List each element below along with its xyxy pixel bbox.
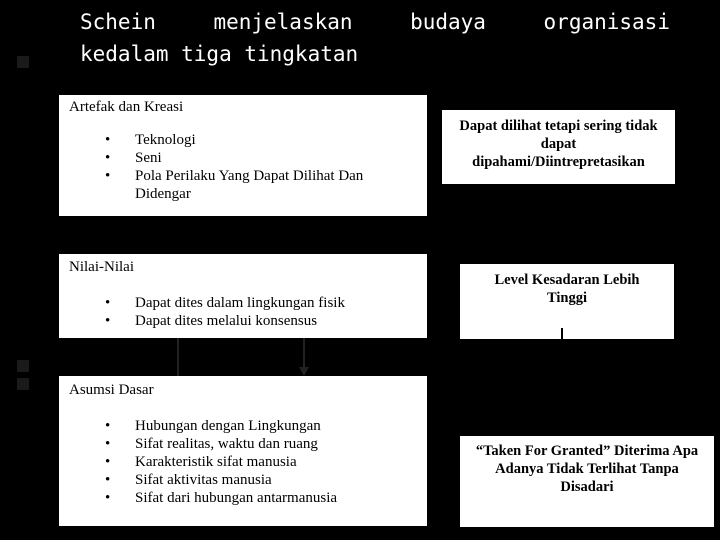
list-item: • Sifat realitas, waktu dan ruang [69, 435, 417, 453]
list-item: • Hubungan dengan Lingkungan [69, 417, 417, 435]
bullet-list [69, 294, 417, 330]
values-box [59, 254, 427, 338]
left-decoration-bar [0, 0, 30, 540]
list-item: • Seni [69, 149, 417, 167]
title-word: Schein [80, 10, 156, 34]
list-item: • Karakteristik sifat manusia [69, 453, 417, 471]
list-item: • Pola Perilaku Yang Dapat Dilihat Dan Didengar [69, 167, 417, 203]
side-note-text: Dapat dilihat tetapi sering tidak dapat dipahami/Diintrepretasikan [459, 118, 658, 170]
title-word: budaya [410, 10, 486, 34]
arrow-down-icon [557, 400, 567, 409]
side-note-visible [442, 110, 675, 184]
basic-assumptions-box [59, 376, 427, 526]
title-word: menjelaskan [213, 10, 353, 34]
artifacts-box [59, 95, 427, 216]
box-heading: Artefak dan Kreasi [69, 99, 184, 115]
title-line-2: kedalam tiga tingkatan [80, 42, 359, 66]
list-item: • Dapat dites melalui konsensus [69, 312, 417, 330]
arrow-down-icon [299, 367, 309, 376]
list-item: • Teknologi [69, 131, 417, 149]
side-note-text: Level Kesadaran Lebih Tinggi [494, 272, 640, 306]
bullet-list [69, 131, 417, 203]
slide-title [80, 6, 670, 70]
title-word: organisasi [543, 10, 670, 34]
box-heading: Nilai-Nilai [69, 259, 134, 275]
connector-line [303, 338, 305, 368]
connector-line [177, 338, 179, 376]
decor-square [17, 360, 29, 372]
side-note-text: “Taken For Granted” Diterima Apa Adanya Tidak Terlihat Tanpa Disadari [475, 443, 699, 495]
bullet-list [69, 417, 417, 507]
side-note-taken-for-granted [460, 436, 714, 527]
decor-square [17, 56, 29, 68]
list-item: • Sifat aktivitas manusia [69, 471, 417, 489]
list-item: • Sifat dari hubungan antarmanusia [69, 489, 417, 507]
decor-square [17, 378, 29, 390]
list-item: • Dapat dites dalam lingkungan fisik [69, 294, 417, 312]
side-note-awareness [460, 264, 674, 339]
box-heading: Asumsi Dasar [69, 382, 154, 398]
awareness-arrow-line [561, 328, 563, 401]
